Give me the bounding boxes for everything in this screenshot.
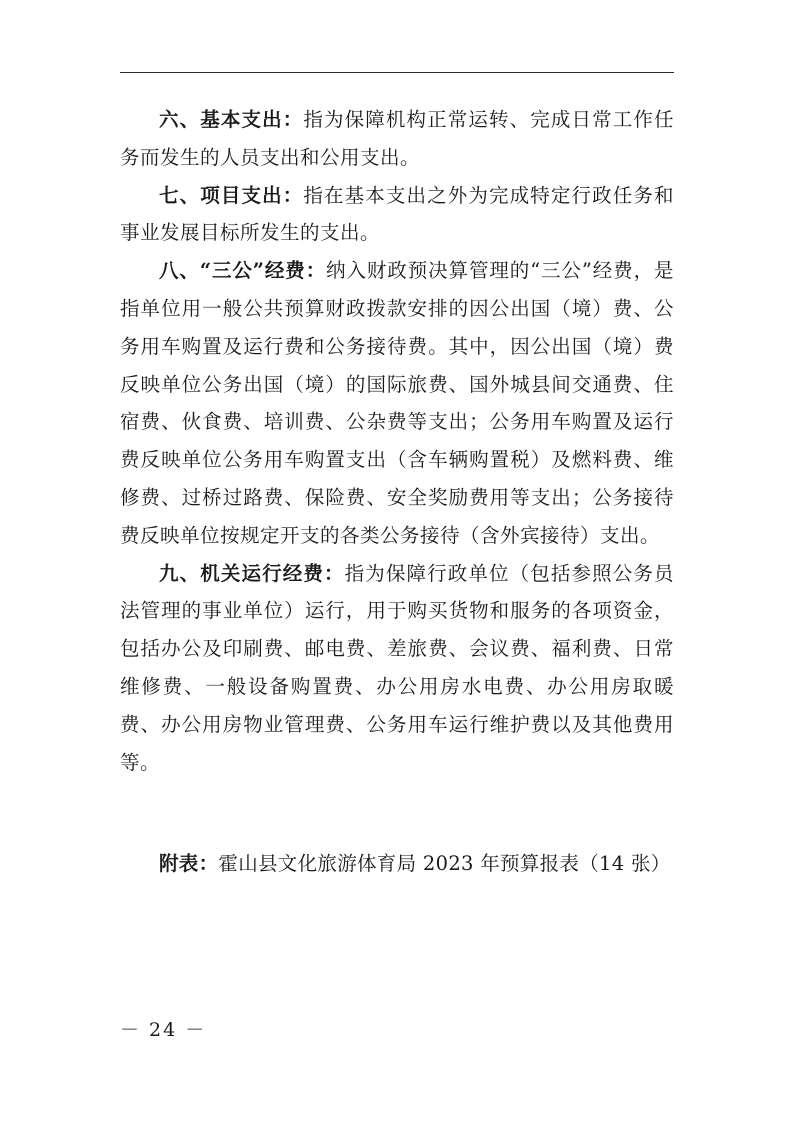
appendix-text: 霍山县文化旅游体育局 2023 年预算报表（14 张） (218, 852, 671, 875)
header-rule (120, 72, 674, 73)
definition-paragraph-three-public-expenses (120, 252, 674, 554)
document-body (120, 101, 674, 781)
definition-text: 指在基本支出之外为完成特定行政任务和事业发展目标所发生的支出。 (120, 183, 674, 245)
definition-term: 七、项目支出： (159, 183, 304, 207)
page-number: － 24 － (120, 1019, 207, 1041)
definition-text: 纳入财政预决算管理的“三公”经费，是指单位用一般公共预算财政拨款安排的因公出国（境）费、公务用车购置及运行费和公务接待费。其中，因公出国（境）费反映单位公务出国（境）的国际旅费、国外城县间交通费、住宿费、伙食费、培训费、公杂费等支出；公务用车购置及运行费反映单位公务用车购置支出（含车辆购置税）及燃料费、维修费、过桥过路费、保险费、安全奖励费用等支出；公务接待费反映单位按规定开支的各类公务接待（含外宾接待）支出。 (120, 259, 674, 547)
definition-term: 六、基本支出： (159, 108, 304, 131)
definition-term: 八、“三公”经费： (159, 259, 327, 283)
appendix-label: 附表： (159, 852, 219, 875)
appendix-note (120, 848, 680, 880)
definition-paragraph-operating-expenses (120, 555, 674, 782)
definition-term: 九、机关运行经费： (159, 561, 345, 585)
definition-text: 指为保障行政单位（包括参照公务员法管理的事业单位）运行，用于购买货物和服务的各项资金，包括办公及印刷费、邮电费、差旅费、会议费、福利费、日常维修费、一般设备购置费、办公用房水电费、办公用房取暖费、办公用房物业管理费、公务用车运行维护费以及其他费用等。 (120, 561, 674, 774)
definition-paragraph-basic-expenditure (120, 101, 674, 177)
definition-text: 指为保障机构正常运转、完成日常工作任务而发生的人员支出和公用支出。 (120, 108, 674, 169)
definition-paragraph-project-expenditure (120, 177, 674, 253)
